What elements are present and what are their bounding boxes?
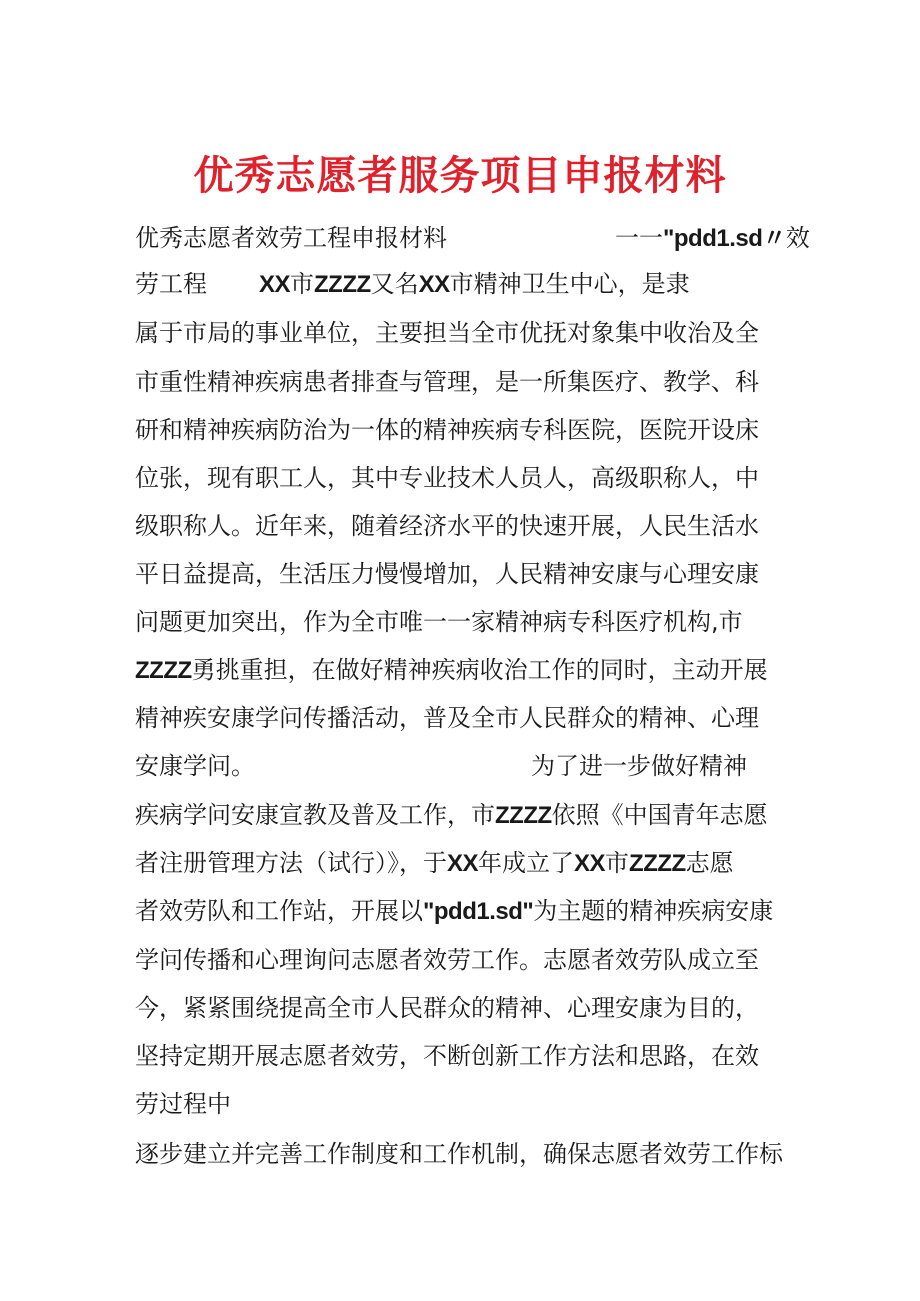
text-line-11: 精神疾安康学问传播活动，普及全市人民群众的精神、心理 xyxy=(135,704,759,732)
text-line-15 xyxy=(135,891,773,931)
text-line-20: 逐步建立并完善工作制度和工作机制，确保志愿者效劳工作标 xyxy=(135,1140,783,1168)
placeholder-text: ZZZZ xyxy=(135,657,192,684)
text-line-6: 位张，现有职工人，其中专业技术人员人，高级职称人，中 xyxy=(135,464,759,492)
placeholder-text: ZZZZ xyxy=(629,850,686,877)
text-line-12 xyxy=(135,746,747,786)
text-segment: 年成立了 xyxy=(478,849,575,877)
text-line-4: 市重性精神疾病患者排查与管理，是一所集医疗、教学、科 xyxy=(135,368,759,396)
text-segment: 者效劳队和工作站，开展以 xyxy=(135,897,423,925)
text-line-8: 平日益提高，生活压力慢慢增加，人民精神安康与心理安康 xyxy=(135,560,759,588)
text-segment: 一一 xyxy=(615,224,663,252)
placeholder-text: XX xyxy=(418,271,450,298)
document-title: 优秀志愿者服务项目申报材料 xyxy=(193,152,727,199)
text-line-3: 属于市局的事业单位，主要担当全市优抚对象集中收治及全 xyxy=(135,319,759,347)
text-segment: 勇挑重担，在做好精神疾病收治工作的同时，主动开展 xyxy=(191,656,768,684)
text-line-9: 问题更加突出，作为全市唯一一家精神病专科医疗机构,市 xyxy=(135,608,743,636)
text-line-14 xyxy=(135,843,734,883)
text-segment: 劳工程 xyxy=(135,270,207,298)
text-segment: 市 xyxy=(290,270,315,298)
text-line-17: 今，紧紧围绕提高全市人民群众的精神、心理安康为目的， xyxy=(135,994,759,1022)
text-segment: 者注册管理方法（试行）》，于 xyxy=(135,849,447,877)
text-segment: 志愿 xyxy=(685,849,734,877)
text-line-7: 级职称人。近年来，随着经济水平的快速开展，人民生活水 xyxy=(135,512,759,540)
text-segment: 安康学问。 xyxy=(135,752,255,780)
placeholder-text: XX xyxy=(447,850,479,877)
text-segment: 效 xyxy=(785,224,810,252)
text-segment: 又名 xyxy=(370,270,419,298)
project-name: "pdd1.sd〃 xyxy=(663,225,786,252)
placeholder-text: ZZZZ xyxy=(314,271,371,298)
text-line-10 xyxy=(135,650,768,690)
text-line-5: 研和精神疾病防治为一体的精神疾病专科医院，医院开设床 xyxy=(135,416,759,444)
text-segment: 市 xyxy=(605,849,630,877)
text-segment: 为了进一步做好精神 xyxy=(531,752,747,780)
project-name: "pdd1.sd" xyxy=(423,898,534,925)
text-line-18: 坚持定期开展志愿者效劳，不断创新工作方法和思路，在效 xyxy=(135,1042,759,1070)
text-line-2 xyxy=(135,264,690,304)
text-segment: 优秀志愿者效劳工程申报材料 xyxy=(135,224,447,252)
text-line-1 xyxy=(135,218,810,258)
placeholder-text: XX xyxy=(259,271,291,298)
text-segment: 市精神卫生中心，是隶 xyxy=(449,270,690,298)
text-segment: 依照《中国青年志愿 xyxy=(551,801,768,829)
placeholder-text: ZZZZ xyxy=(495,802,552,829)
text-line-13 xyxy=(135,795,768,835)
text-line-16: 学问传播和心理询问志愿者效劳工作。志愿者效劳队成立至 xyxy=(135,946,759,974)
placeholder-text: XX xyxy=(574,850,606,877)
text-segment: 疾病学问安康宣教及普及工作，市 xyxy=(135,801,495,829)
text-segment: 为主题的精神疾病安康 xyxy=(533,897,774,925)
text-line-19: 劳过程中 xyxy=(135,1090,231,1118)
